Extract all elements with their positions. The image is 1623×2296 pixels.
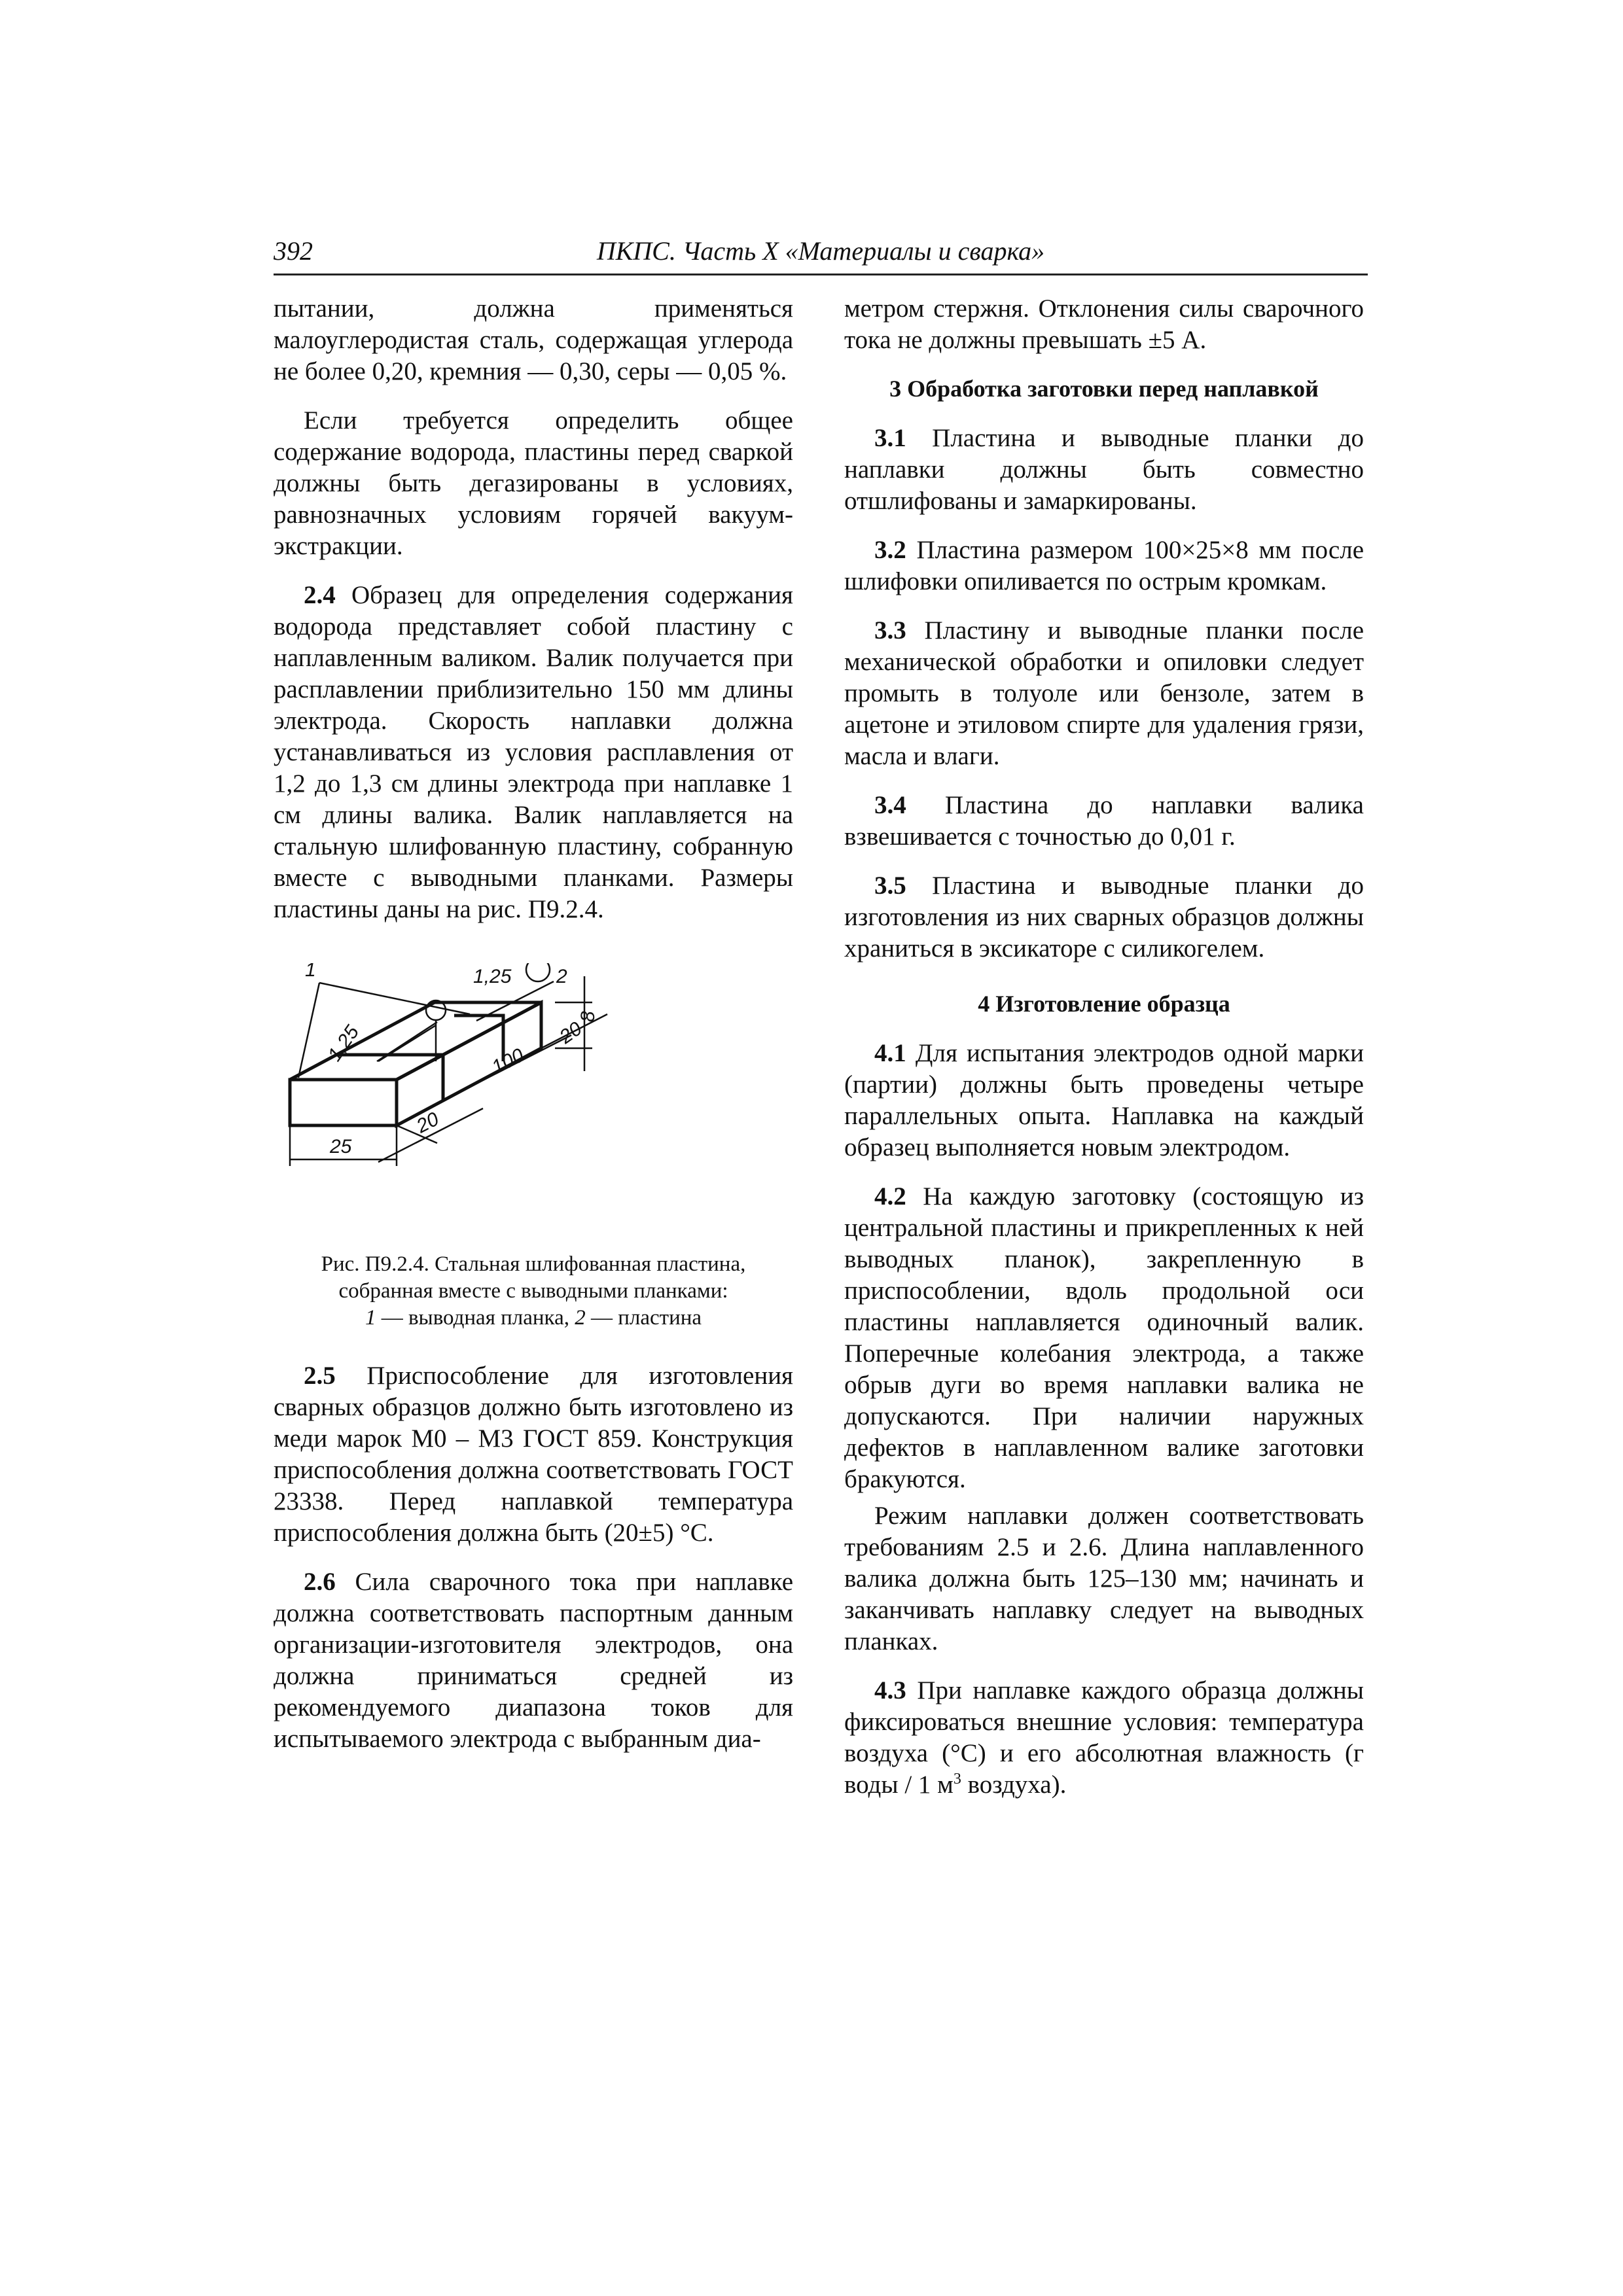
section-3-1	[844, 423, 1364, 517]
callout-2: 2	[556, 966, 567, 987]
roughness-symbol	[526, 963, 550, 981]
section-heading-4: 4 Изготовление образца	[978, 991, 1230, 1017]
paragraph-welding-mode: Режим наплавки должен соответствовать требованиям 2.5 и 2.6. Длина наплавленного валика должна быть 125–130 мм; начинать и заканчивать наплавку следует на выводных планках.	[844, 1502, 1364, 1655]
left-column	[274, 293, 793, 1773]
section-2-4	[274, 580, 793, 925]
superscript: 3	[953, 1771, 961, 1788]
section-number: 3.1	[874, 424, 906, 452]
section-number: 3.4	[874, 791, 906, 819]
figure-caption	[274, 1251, 793, 1332]
section-3-4	[844, 790, 1364, 853]
section-number: 3.5	[874, 872, 906, 900]
section-number: 2.6	[304, 1568, 336, 1596]
section-text: Пластина и выводные планки до изготовления из них сварных образцов должны храниться в эксикаторе с силикогелем.	[844, 872, 1364, 963]
section-number: 4.3	[874, 1676, 906, 1704]
section-heading-3: 3 Обработка заготовки перед наплавкой	[889, 376, 1319, 402]
section-3-2	[844, 535, 1364, 597]
running-title: ПКПС. Часть X «Материалы и сварка»	[596, 236, 1045, 266]
section-number: 4.1	[874, 1039, 906, 1067]
section-3-5	[844, 870, 1364, 964]
dimension-label: 8	[577, 1011, 599, 1022]
dimension-label: 100	[488, 1044, 527, 1079]
caption-line: Рис. П9.2.4. Стальная шлифованная пластина,	[321, 1252, 746, 1276]
section-4-1	[844, 1038, 1364, 1163]
section-text: Пластину и выводные планки после механической обработки и опиловки следует промыть в толуоле или бензоле, затем в ацетоне и этиловом спирте для удаления грязи, масла и влаги.	[844, 616, 1364, 770]
section-text-end: воздуха).	[961, 1771, 1067, 1799]
section-text: На каждую заготовку (состоящую из центральной пластины и прикрепленных к ней выводных планок), закрепленную в приспособлении, вдоль продольной оси пластины наплавляется одиночный валик. Поперечные колебания электрода, а также обрыв дуги во время наплавки валика не допускаются. При наличии наружных дефектов в наплавленном валике заготовки бракуются.	[844, 1182, 1364, 1493]
section-2-6	[274, 1566, 793, 1755]
section-number: 3.2	[874, 536, 906, 564]
dimension-label: 20	[413, 1108, 442, 1138]
dimension-label: 20	[556, 1017, 586, 1048]
section-4-2	[844, 1181, 1364, 1495]
paragraph-continued: метром стержня. Отклонения силы сварочного тока не должны превышать ±5 А.	[844, 294, 1364, 354]
dimension-label: 1,25	[323, 1021, 364, 1066]
dimension-label: 25	[330, 1136, 352, 1157]
section-text: Пластина до наплавки валика взвешивается с точностью до 0,01 г.	[844, 791, 1364, 851]
dimension-label: 1,25	[473, 966, 512, 987]
paragraph-hydrogen: Если требуется определить общее содержание водорода, пластины перед сваркой должны быть дегазированы в условиях, равнозначных условиям горячей вакуум-экстракции.	[274, 406, 793, 560]
paragraph-continued: пытании, должна применяться малоуглеродистая сталь, содержащая углерода не более 0,20, кремния — 0,30, серы — 0,05 %.	[274, 294, 793, 385]
section-text: Для испытания электродов одной марки (партии) должны быть проведены четыре параллельных опыта. Наплавка на каждый образец выполняется новым электродом.	[844, 1039, 1364, 1161]
section-number: 2.4	[304, 581, 336, 609]
page-header	[274, 236, 1368, 275]
page-number: 392	[274, 236, 313, 266]
section-text: Сила сварочного тока при наплавке должна соответствовать паспортным данным организации-изготовителя электродов, она должна приниматься средней из рекомендуемого диапазона токов для испытываемого электрода с выбранным диа-	[274, 1568, 793, 1753]
section-number: 3.3	[874, 616, 906, 645]
caption-legend: 1 — выводная планка, 2 — пластина	[365, 1306, 702, 1330]
caption-line: собранная вместе с выводными планками:	[338, 1279, 728, 1303]
callout-1: 1	[305, 963, 316, 981]
plate-drawing	[274, 963, 793, 1238]
section-number: 4.2	[874, 1182, 906, 1210]
section-text: Пластина размером 100×25×8 мм после шлифовки опиливается по острым кромкам.	[844, 536, 1364, 595]
section-4-3	[844, 1675, 1364, 1801]
section-2-5	[274, 1360, 793, 1549]
section-text: Пластина и выводные планки до наплавки должны быть совместно отшлифованы и замаркированы.	[844, 424, 1364, 515]
section-number: 2.5	[304, 1362, 336, 1390]
right-column	[844, 293, 1364, 1818]
section-text: Образец для определения содержания водорода представляет собой пластину с наплавленным валиком. Валик получается при расплавлении приблизительно 150 мм длины электрода. Скорость наплавки должна устанавливаться из условия расплавления от 1,2 до 1,3 см длины электрода при наплавке 1 см длины валика. Валик наплавляется на стальную шлифованную пластину, собранную вместе с выводными планками. Размеры пластины даны на рис. П9.2.4.	[274, 581, 793, 923]
section-3-3	[844, 615, 1364, 772]
figure-p9-2-4	[274, 963, 793, 1238]
section-text: Приспособление для изготовления сварных образцов должно быть изготовлено из меди марок М0 – М3 ГОСТ 859. Конструкция приспособления должна соответствовать ГОСТ 23338. Перед наплавкой температура приспособления должна быть (20±5) °С.	[274, 1362, 793, 1547]
section-text: При наплавке каждого образца должны фиксироваться внешние условия: температура воздуха (°С) и его абсолютная влажность (г воды / 1 м	[844, 1676, 1364, 1799]
